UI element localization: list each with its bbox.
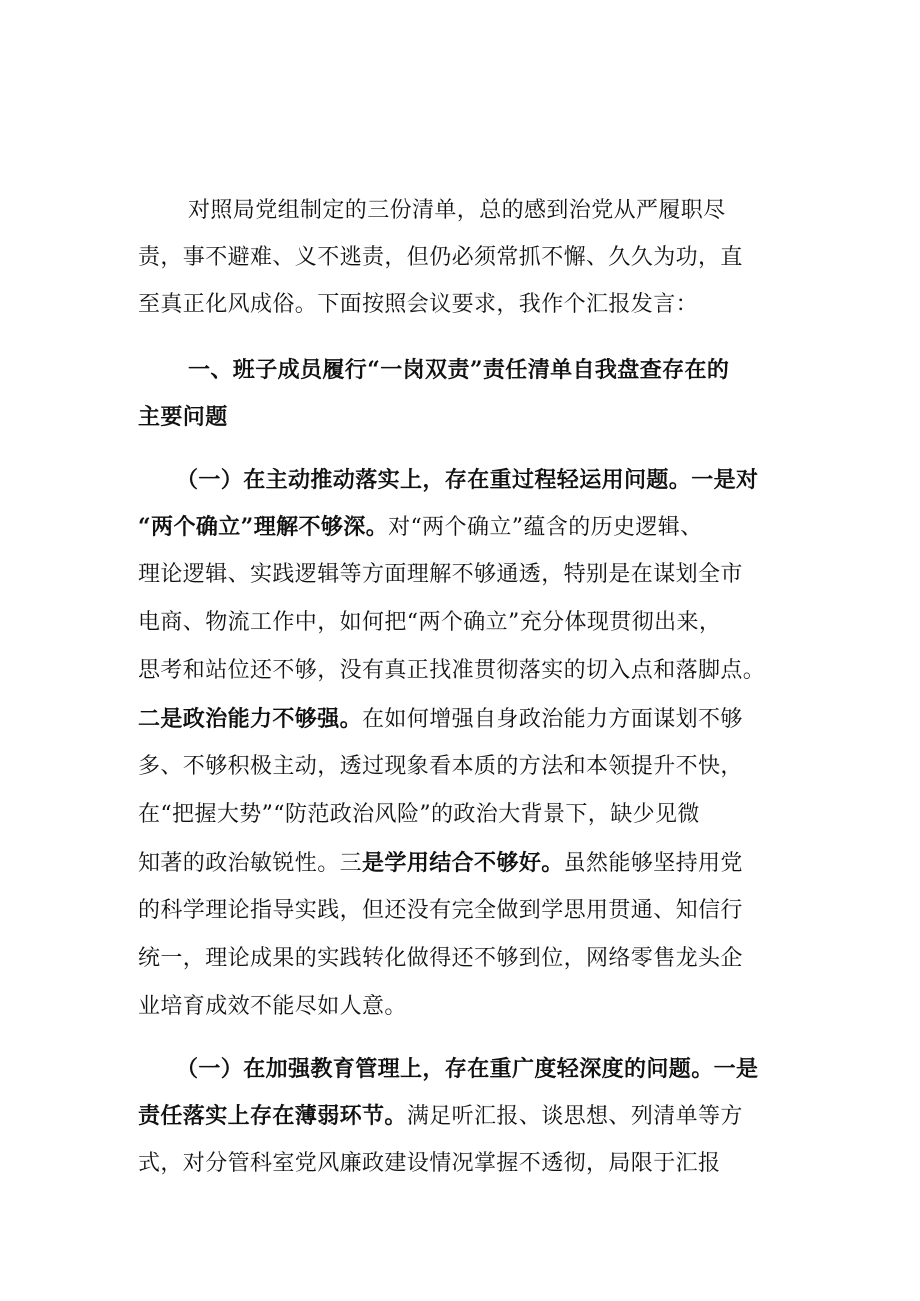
subsection-1-line-7: 多、不够积极主动，透过现象看本质的方法和本领提升不快， [138,754,743,779]
subsection-1-line-5: 思考和站位还不够，没有真正找准贯彻落实的切入点和落脚点。 [138,658,766,683]
subsection-2-line-2 [138,1101,743,1132]
point-title: “两个确立”理解不够深。 [138,514,389,540]
point-title: 是学用结合不够好。 [362,850,564,876]
subsection-1-line-4: 电商、物流工作中，如何把“两个确立”充分体现贯彻出来， [138,610,722,635]
point-text: 对“两个确立”蕴含的历史逻辑、 [388,515,703,540]
subsection-1-line-8: 在“把握大势”“防范政治风险”的政治大背景下，缺少见微 [138,802,700,827]
point-text: 知著的政治敏锐性。三 [138,851,363,876]
point-title: 二是政治能力不够强。 [138,706,363,732]
subsection-2-line-3: 式，对分管科室党风廉政建设情况掌握不透彻，局限于汇报 [138,1151,721,1176]
point-text: 在如何增强自身政治能力方面谋划不够 [362,707,743,732]
subsection-1-line-10: 的科学理论指导实践，但还没有完全做到学思用贯通、知信行 [138,898,743,923]
intro-line-1: 对照局党组制定的三份清单，总的感到治党从严履职尽 [188,198,726,223]
section-heading-line-1: 一、班子成员履行“一岗双责”责任清单自我盘查存在的 [188,357,730,383]
point-title: 责任落实上存在薄弱环节。 [138,1103,407,1129]
point-text: 虽然能够坚持用党 [563,851,743,876]
intro-line-2: 责，事不避难、义不逃责，但仍必须常抓不懈、久久为功，直 [138,245,743,270]
subsection-1-line-11: 统一，理论成果的实践转化做得还不够到位，网络零售龙头企 [138,946,743,971]
section-heading-line-2: 主要问题 [138,404,228,430]
subsection-2-line-1: （一）在加强教育管理上，存在重广度轻深度的问题。一是 [176,1056,759,1082]
subsection-1-line-6 [138,704,743,735]
subsection-1-line-12: 业培育成效不能尽如人意。 [138,994,407,1019]
subsection-1-line-1: （一）在主动推动落实上，存在重过程轻运用问题。一是对 [176,467,759,493]
subsection-1-line-9 [138,848,743,879]
subsection-1-line-2 [138,512,703,543]
intro-line-3: 至真正化风成俗。下面按照会议要求，我作个汇报发言： [138,292,699,317]
subsection-1-line-3: 理论逻辑、实践逻辑等方面理解不够通透，特别是在谋划全市 [138,562,743,587]
point-text: 满足听汇报、谈思想、列清单等方 [406,1104,743,1129]
